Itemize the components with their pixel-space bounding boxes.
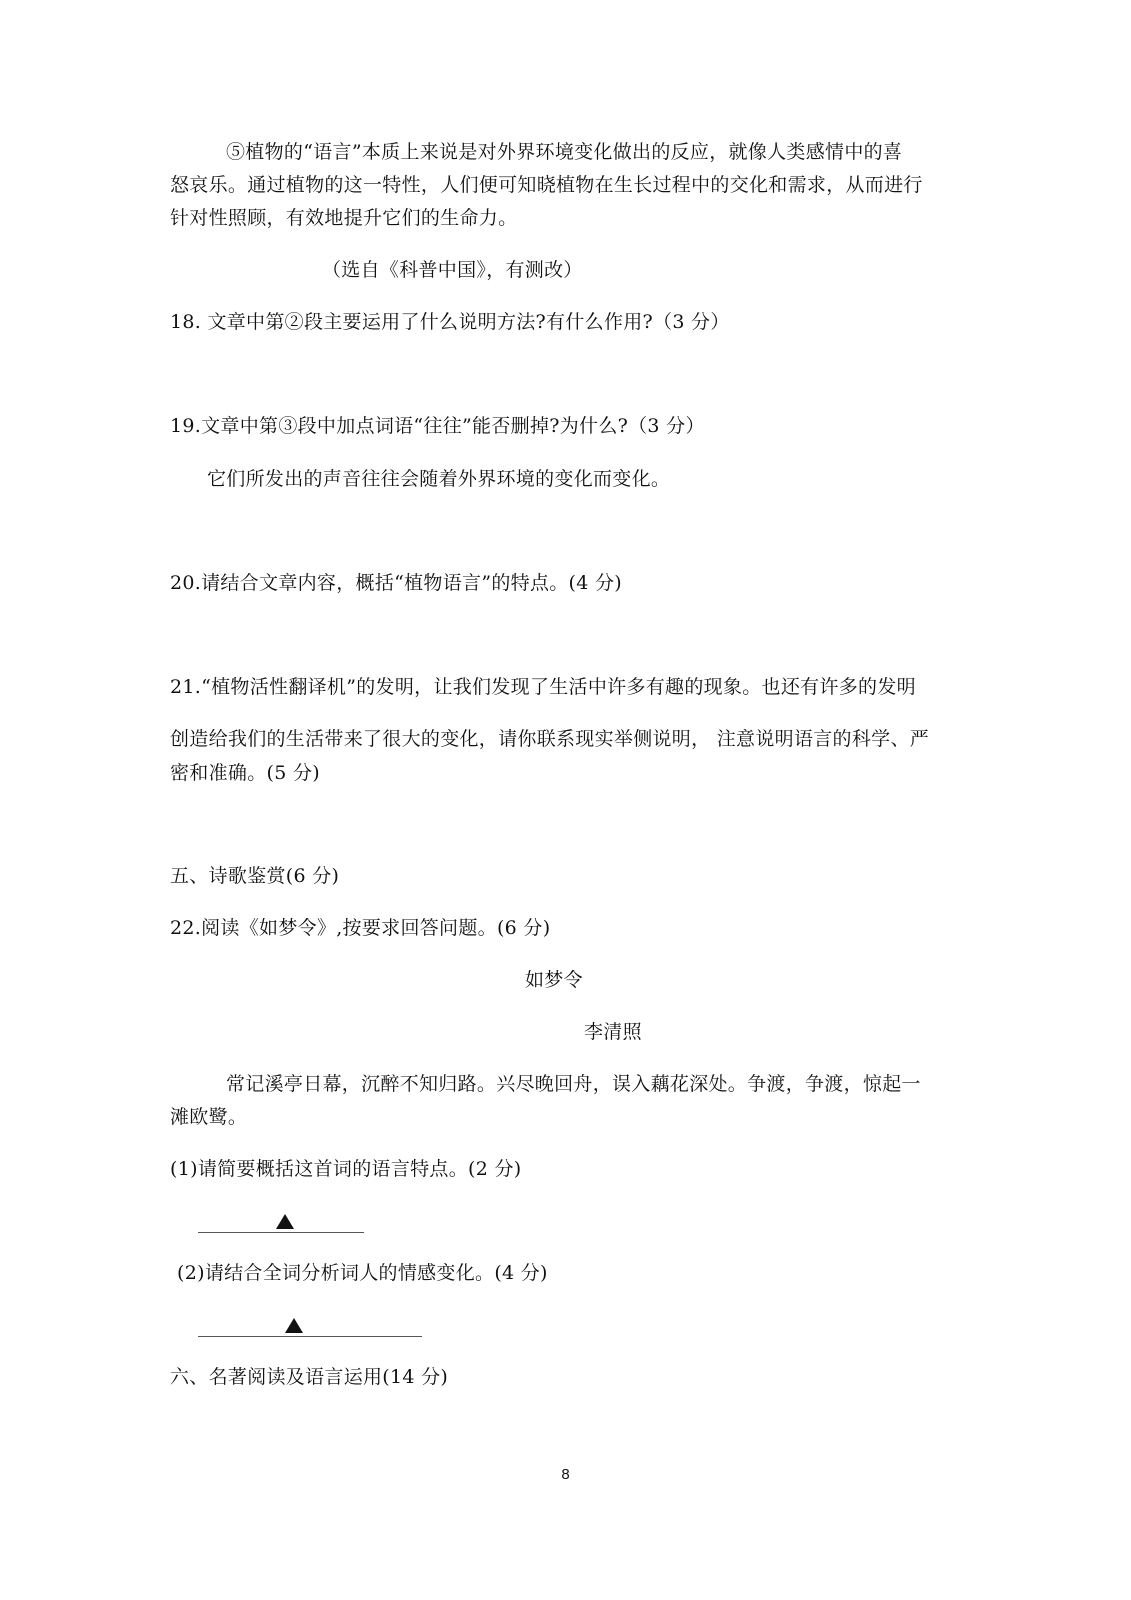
question-21-line2: 创造给我们的生活带来了很大的变化，请你联系现实举侧说明， 注意说明语言的科学、严 <box>170 728 930 750</box>
page-number: 8 <box>561 1466 570 1483</box>
passage-para5-line3: 针对性照顾，有效地提升它们的生命力。 <box>170 207 518 229</box>
question-21-line3: 密和准确。(5 分) <box>170 762 320 784</box>
answer-line-1[interactable] <box>198 1232 364 1233</box>
question-19: 19.文章中第③段中加点词语“往往”能否删掉?为什么?（3 分） <box>170 415 705 437</box>
question-18: 18. 文章中第②段主要运用了什么说明方法?有什么作用?（3 分） <box>170 311 730 333</box>
section-5-heading: 五、诗歌鉴赏(6 分) <box>170 865 340 887</box>
question-22-sub2: (2)请结合全词分析词人的情感变化。(4 分) <box>177 1262 548 1284</box>
triangle-marker-icon <box>276 1214 294 1229</box>
question-20: 20.请结合文章内容，概括“植物语言”的特点。(4 分) <box>170 572 622 594</box>
question-22: 22.阅读《如梦令》,按要求回答问题。(6 分) <box>170 917 551 939</box>
answer-line-2[interactable] <box>198 1336 422 1337</box>
triangle-marker-icon <box>285 1318 303 1333</box>
passage-para5-line2: 怒哀乐。通过植物的这一特性，人们便可知晓植物在生长过程中的交化和需求，从而进行 <box>170 174 923 196</box>
poem-line2: 滩欧鹭。 <box>170 1106 248 1128</box>
question-22-sub1: (1)请简要概括这首词的语言特点。(2 分) <box>170 1158 522 1180</box>
section-6-heading: 六、名著阅读及语言运用(14 分) <box>170 1366 449 1388</box>
poem-line1: 常记溪亭日幕，沉醉不知归路。兴尽晚回舟，误入藕花深处。争渡，争渡，惊起一 <box>226 1073 921 1095</box>
passage-para5-line1: ⑤植物的“语言”本质上来说是对外界环境变化做出的反应，就像人类感情中的喜 <box>226 141 903 163</box>
question-19-quote: 它们所发出的声音往往会随着外界环境的变化而变化。 <box>207 468 671 490</box>
poem-title: 如梦令 <box>525 969 583 991</box>
question-21-line1: 21.“植物活性翻译机”的发明，让我们发现了生活中许多有趣的现象。也还有许多的发明 <box>170 676 916 698</box>
poem-author: 李清照 <box>584 1021 642 1043</box>
passage-source: （选自《科普中国》，有测改） <box>322 259 583 281</box>
